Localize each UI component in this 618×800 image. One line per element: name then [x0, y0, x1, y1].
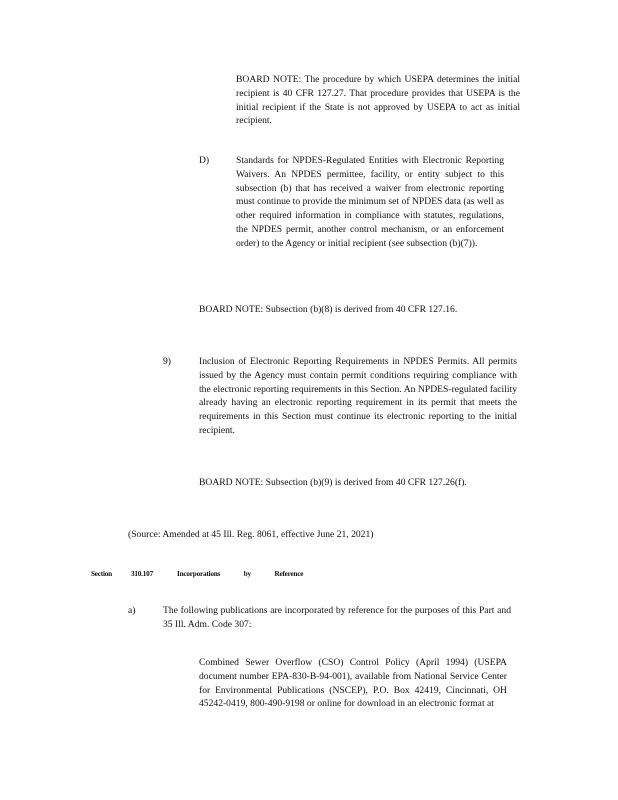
- board-note-b8: BOARD NOTE: Subsection (b)(8) is derived from 40 CFR 127.16.: [199, 304, 458, 315]
- item-d-text: Standards for NPDES-Regulated Entities with Electronic Reporting Waivers. An NPDES permittee, facility, or entity subject to this subsection (b) that has received a waiver from electronic reporting must continue to provide the minimum set of NPDES data (as well as other required information in compliance with statutes, regulations, the NPDES permit, another control mechanism, or an enforcement order) to the Agency or initial recipient (see subsection (b)(7)).: [236, 155, 504, 249]
- board-note-b9: BOARD NOTE: Subsection (b)(9) is derived from 40 CFR 127.26(f).: [199, 477, 467, 488]
- section-title: Incorporations by Reference: [177, 570, 304, 578]
- item-a-text: The following publications are incorporated by reference for the purposes of this Part and 35 Ill. Adm. Code 307:: [163, 605, 511, 630]
- item-a-label: a): [128, 605, 136, 616]
- board-note-initial-recipient: BOARD NOTE: The procedure by which USEPA determines the initial recipient is 40 CFR 127.27. That procedure provides that USEPA is the initial recipient if the State is not approved by USEPA to act as initial recipient.: [236, 74, 520, 127]
- item-9-label: 9): [163, 356, 171, 367]
- item-9-text: Inclusion of Electronic Reporting Requirements in NPDES Permits. All permits issued by the Agency must contain permit conditions requiring compliance with the electronic reporting requirements in this Section. An NPDES-regulated facility already having an electronic reporting requirement in its permit that meets the requirements in this Section must continue its electronic reporting to the initial recipient.: [199, 356, 517, 436]
- section-label: Section: [91, 570, 112, 578]
- section-number: 310.107: [131, 570, 153, 578]
- cso-policy-citation: Combined Sewer Overflow (CSO) Control Policy (April 1994) (USEPA document number EPA-830-B-94-001), available from National Service Center for Environmental Publications (NSCEP), P.O. Box 42419, Cincinnati, OH 45242-0419, 800-490-9198 or online for download in an electronic format at: [199, 657, 507, 710]
- source-note: (Source: Amended at 45 Ill. Reg. 8061, effective June 21, 2021): [128, 529, 374, 540]
- item-d-label: D): [199, 155, 210, 166]
